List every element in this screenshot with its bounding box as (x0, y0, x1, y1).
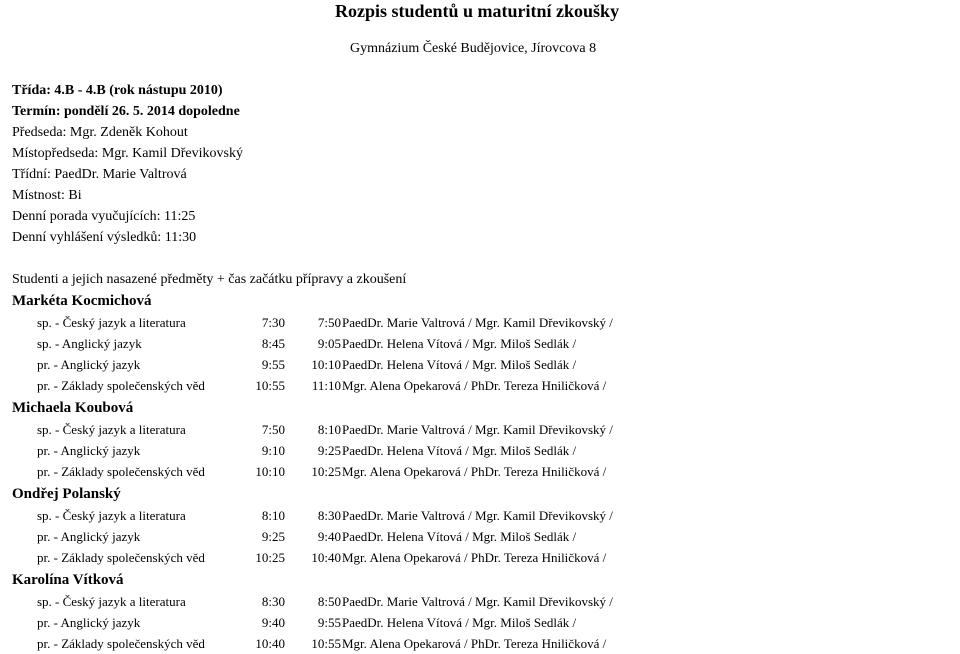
student-name: Michaela Koubová (12, 400, 134, 416)
committee: Mgr. Alena Opekarová / PhDr. Tereza Hniličková / (342, 550, 607, 565)
exam-time: 9:05 (317, 336, 341, 351)
exam-row (12, 333, 952, 354)
page-title-text: Rozpis studentů u maturitní zkoušky (335, 1, 620, 21)
school-name: Gymnázium České Budějovice, Jírovcova 8 (350, 41, 597, 56)
prep-time: 8:30 (261, 594, 285, 609)
exam-row (12, 612, 952, 633)
exam-subject: pr. - Anglický jazyk (37, 357, 141, 372)
exam-row (12, 633, 952, 654)
exam-row (12, 526, 952, 547)
exam-subject: sp. - Český jazyk a literatura (37, 508, 186, 523)
exam-row (12, 440, 952, 461)
exam-row (12, 419, 952, 440)
exam-time: 10:55 (311, 636, 341, 651)
committee: PaedDr. Helena Vítová / Mgr. Miloš Sedlák / (342, 443, 577, 458)
student-list (12, 290, 952, 654)
exam-subject: sp. - Český jazyk a literatura (37, 315, 186, 330)
exam-subject: pr. - Základy společenských věd (37, 378, 205, 393)
exam-subject: sp. - Anglický jazyk (37, 336, 142, 351)
exam-subject: pr. - Anglický jazyk (37, 443, 141, 458)
committee: PaedDr. Helena Vítová / Mgr. Miloš Sedlák / (342, 615, 577, 630)
meeting-line: Denní porada vyučujících: 11:25 (12, 209, 196, 224)
prep-time: 8:10 (261, 508, 285, 523)
prep-time: 8:45 (261, 336, 285, 351)
student-name: Markéta Kocmichová (12, 293, 152, 309)
committee: PaedDr. Marie Valtrová / Mgr. Kamil Dřevikovský / (342, 422, 613, 437)
exam-time: 10:10 (311, 357, 341, 372)
committee: Mgr. Alena Opekarová / PhDr. Tereza Hniličková / (342, 378, 607, 393)
exam-time: 9:25 (317, 443, 341, 458)
committee: PaedDr. Helena Vítová / Mgr. Miloš Sedlák / (342, 336, 577, 351)
class-teacher-line: Třídní: PaedDr. Marie Valtrová (12, 167, 187, 182)
exam-time: 8:10 (317, 422, 341, 437)
student-block (12, 569, 952, 654)
prep-time: 10:55 (255, 378, 285, 393)
student-block (12, 483, 952, 568)
committee: PaedDr. Marie Valtrová / Mgr. Kamil Dřevikovský / (342, 508, 613, 523)
exam-row (12, 591, 952, 612)
chair-line: Předseda: Mgr. Zdeněk Kohout (12, 125, 188, 140)
exam-row (12, 505, 952, 526)
prep-time: 10:25 (255, 550, 285, 565)
exam-row (12, 375, 952, 396)
prep-time: 9:25 (261, 529, 285, 544)
exam-time: 9:40 (317, 529, 341, 544)
exam-row (12, 461, 952, 482)
vice-chair-line: Místopředseda: Mgr. Kamil Dřevikovský (12, 146, 243, 161)
exam-time: 10:40 (311, 550, 341, 565)
exam-time: 8:30 (317, 508, 341, 523)
exam-row (12, 312, 952, 333)
prep-time: 7:50 (261, 422, 285, 437)
student-block (12, 290, 952, 396)
exam-row (12, 354, 952, 375)
prep-time: 9:55 (261, 357, 285, 372)
committee: PaedDr. Helena Vítová / Mgr. Miloš Sedlák / (342, 357, 577, 372)
committee: PaedDr. Marie Valtrová / Mgr. Kamil Dřevikovský / (342, 594, 613, 609)
prep-time: 10:40 (255, 636, 285, 651)
exam-row (12, 547, 952, 568)
exam-subject: pr. - Anglický jazyk (37, 615, 141, 630)
exam-time: 8:50 (317, 594, 341, 609)
prep-time: 9:10 (261, 443, 285, 458)
room-line: Místnost: Bi (12, 188, 82, 203)
term-line: Termín: pondělí 26. 5. 2014 dopoledne (12, 104, 240, 119)
committee: PaedDr. Helena Vítová / Mgr. Miloš Sedlák / (342, 529, 577, 544)
exam-info (12, 80, 243, 248)
class-line: Třída: 4.B - 4.B (rok nástupu 2010) (12, 83, 223, 98)
exam-subject: sp. - Český jazyk a literatura (37, 594, 186, 609)
exam-subject: sp. - Český jazyk a literatura (37, 422, 186, 437)
exam-time: 11:10 (311, 378, 341, 393)
exam-time: 10:25 (311, 464, 341, 479)
prep-time: 10:10 (255, 464, 285, 479)
student-name: Karolína Vítková (12, 572, 124, 588)
exam-subject: pr. - Základy společenských věd (37, 464, 205, 479)
committee: Mgr. Alena Opekarová / PhDr. Tereza Hniličková / (342, 464, 607, 479)
prep-time: 7:30 (261, 315, 285, 330)
section-heading: Studenti a jejich nasazené předměty + čas začátku přípravy a zkoušení (12, 272, 407, 287)
exam-time: 9:55 (317, 615, 341, 630)
committee: Mgr. Alena Opekarová / PhDr. Tereza Hniličková / (342, 636, 607, 651)
prep-time: 9:40 (261, 615, 285, 630)
exam-subject: pr. - Základy společenských věd (37, 636, 205, 651)
student-block (12, 397, 952, 482)
results-line: Denní vyhlášení výsledků: 11:30 (12, 230, 197, 245)
exam-subject: pr. - Anglický jazyk (37, 529, 141, 544)
exam-subject: pr. - Základy společenských věd (37, 550, 205, 565)
exam-time: 7:50 (317, 315, 341, 330)
committee: PaedDr. Marie Valtrová / Mgr. Kamil Dřevikovský / (342, 315, 613, 330)
student-name: Ondřej Polanský (12, 486, 121, 502)
